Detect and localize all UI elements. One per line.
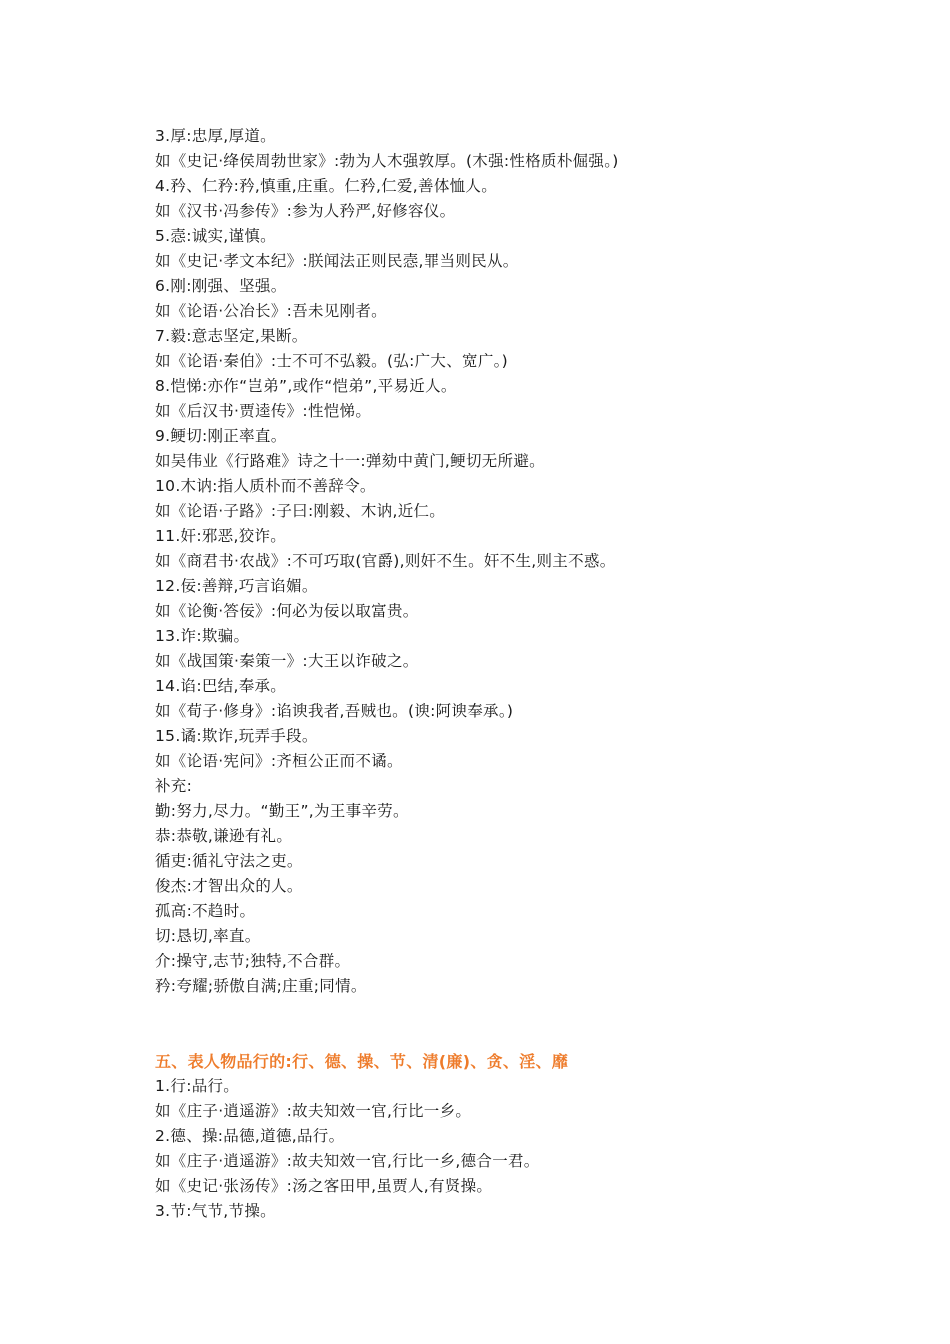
text-line: 3.厚:忠厚,厚道。 xyxy=(155,127,276,145)
text-line: 如《史记·孝文本纪》:朕闻法正则民悫,罪当则民从。 xyxy=(155,252,519,270)
text-line: 如《论语·秦伯》:士不可不弘毅。(弘:广大、宽广。) xyxy=(155,352,509,370)
text-line: 如《论语·子路》:子曰:刚毅、木讷,近仁。 xyxy=(155,502,446,520)
section-gap xyxy=(155,999,915,1049)
text-line: 恭:恭敬,谦逊有礼。 xyxy=(155,827,293,845)
text-line: 9.鲠切:刚正率直。 xyxy=(155,427,287,445)
text-line: 如《庄子·逍遥游》:故夫知效一官,行比一乡。 xyxy=(155,1102,472,1120)
text-line: 15.谲:欺诈,玩弄手段。 xyxy=(155,727,318,745)
text-line: 介:操守,志节;独特,不合群。 xyxy=(155,952,351,970)
text-line: 4.矜、仁矜:矜,慎重,庄重。仁矜,仁爱,善体恤人。 xyxy=(155,177,498,195)
text-line: 14.谄:巴结,奉承。 xyxy=(155,677,287,695)
text-line: 如《庄子·逍遥游》:故夫知效一官,行比一乡,德合一君。 xyxy=(155,1152,540,1170)
text-line: 如《汉书·冯参传》:参为人矜严,好修容仪。 xyxy=(155,202,456,220)
document-page xyxy=(155,124,915,1224)
text-line: 1.行:品行。 xyxy=(155,1077,240,1095)
text-line: 如吴伟业《行路难》诗之十一:弹劾中黄门,鲠切无所避。 xyxy=(155,452,545,470)
text-line: 勤:努力,尽力。“勤王”,为王事辛劳。 xyxy=(155,802,409,820)
text-line: 切:恳切,率直。 xyxy=(155,927,261,945)
text-line: 如《史记·绛侯周勃世家》:勃为人木强敦厚。(木强:性格质朴倔强。) xyxy=(155,152,619,170)
text-line: 2.德、操:品德,道德,品行。 xyxy=(155,1127,345,1145)
text-line: 如《史记·张汤传》:汤之客田甲,虽贾人,有贤操。 xyxy=(155,1177,493,1195)
text-line: 如《论语·宪问》:齐桓公正而不谲。 xyxy=(155,752,403,770)
text-line: 10.木讷:指人质朴而不善辞令。 xyxy=(155,477,376,495)
section-heading: 五、表人物品行的:行、德、操、节、清(廉)、贪、淫、靡 xyxy=(155,1052,569,1071)
text-line: 如《后汉书·贾逵传》:性恺悌。 xyxy=(155,402,372,420)
text-line: 13.诈:欺骗。 xyxy=(155,627,250,645)
text-block-main xyxy=(155,124,915,999)
text-line: 如《商君书·农战》:不可巧取(官爵),则奸不生。奸不生,则主不惑。 xyxy=(155,552,616,570)
text-line: 7.毅:意志坚定,果断。 xyxy=(155,327,308,345)
text-line: 循吏:循礼守法之吏。 xyxy=(155,852,303,870)
text-line: 如《荀子·修身》:谄谀我者,吾贼也。(谀:阿谀奉承。) xyxy=(155,702,514,720)
text-line: 如《论衡·答佞》:何必为佞以取富贵。 xyxy=(155,602,419,620)
text-line: 孤高:不趋时。 xyxy=(155,902,256,920)
text-line: 如《战国策·秦策一》:大王以诈破之。 xyxy=(155,652,419,670)
text-block-section-five xyxy=(155,1074,915,1224)
text-line: 12.佞:善辩,巧言谄媚。 xyxy=(155,577,318,595)
text-line: 11.奸:邪恶,狡诈。 xyxy=(155,527,287,545)
text-line: 5.悫:诚实,谨慎。 xyxy=(155,227,276,245)
text-line: 矜:夸耀;骄傲自满;庄重;同情。 xyxy=(155,977,367,995)
text-line: 3.节:气节,节操。 xyxy=(155,1202,276,1220)
text-line: 如《论语·公冶长》:吾未见刚者。 xyxy=(155,302,387,320)
text-line: 俊杰:才智出众的人。 xyxy=(155,877,303,895)
text-line: 补充: xyxy=(155,777,193,795)
text-line: 8.恺悌:亦作“岂弟”,或作“恺弟”,平易近人。 xyxy=(155,377,457,395)
text-line: 6.刚:刚强、坚强。 xyxy=(155,277,287,295)
